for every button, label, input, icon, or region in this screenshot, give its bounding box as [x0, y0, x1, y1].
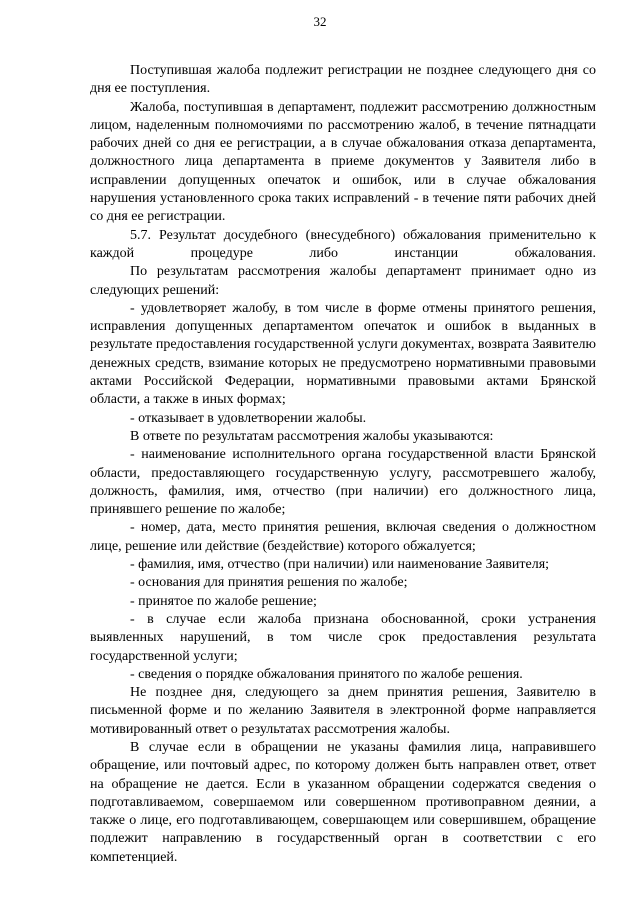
list-item-appeal-procedure: - сведения о порядке обжалования принятого по жалобе решения. [130, 666, 523, 682]
paragraph-decisions-intro: По результатам рассмотрения жалобы департамент принимает одно из следующих решений: [90, 264, 596, 298]
page-number: 32 [313, 14, 327, 29]
paragraph-response-intro: В ответе по результатам рассмотрения жалобы указываются: [130, 428, 494, 444]
list-item-satisfy: - удовлетворяет жалобу, в том числе в форме отмены принятого решения, исправления допущенных департаментом опечаток и ошибок в выданных в результате предоставления государственной услуги документах, возврата Заявителю денежных средств, взимание которых не предусмотрено нормативными правовыми актами Российской Федерации, нормативными правовыми актами Брянской области, а также в иных формах; [90, 300, 596, 408]
list-item-authority-name: - наименование исполнительного органа государственной власти Брянской области, предоставляющего государственную услугу, рассмотревшего жалобу, должность, фамилия, имя, отчество (при наличии) его должностного лица, принявшего решение по жалобе; [90, 447, 596, 518]
paragraph-anonymous-appeals: В случае если в обращении не указаны фамилия лица, направившего обращение, или почтовый адрес, по которому должен быть направлен ответ, ответ на обращение не дается. Если в указанном обращении содержатся сведения о подготавливаемом, совершаемом или совершенном противоправном деянии, а также о лице, его подготавливающем, совершающем или совершившем, обращение подлежит направлению в государственный орган в соответствии с его компетенцией. [90, 739, 596, 865]
list-item-decision-number: - номер, дата, место принятия решения, включая сведения о должностном лице, решение или действие (бездействие) которого обжалуется; [90, 520, 596, 554]
list-item-decision: - принятое по жалобе решение; [130, 593, 317, 609]
list-item-applicant-name: - фамилия, имя, отчество (при наличии) или наименование Заявителя; [130, 557, 550, 573]
paragraph-review-period: Жалоба, поступившая в департамент, подлежит рассмотрению должностным лицом, наделенным полномочиями по рассмотрению жалоб, в течение пятнадцати рабочих дней со дня ее регистрации, а в случае обжалования отказа департамента, должностного лица департамента в приеме документов у Заявителя либо в исправлении допущенных опечаток и ошибок, или в случае обжалования нарушения установленного срока таких исправлений - в течение пяти рабочих дней со дня ее регистрации. [90, 99, 596, 225]
list-item-remediation: - в случае если жалоба признана обоснованной, сроки устранения выявленных нарушений, в том числе срок предоставления результата государственной услуги; [90, 611, 596, 664]
document-body [90, 62, 596, 867]
paragraph-registration: Поступившая жалоба подлежит регистрации не позднее следующего дня со дня ее поступления. [90, 63, 596, 97]
list-item-grounds: - основания для принятия решения по жалобе; [130, 575, 408, 591]
paragraph-section-5-7: 5.7. Результат досудебного (внесудебного) обжалования применительно к каждой процедуре либо инстанции обжалования. [90, 227, 596, 261]
paragraph-response-deadline: Не позднее дня, следующего за днем принятия решения, Заявителю в письменной форме и по желанию Заявителя в электронной форме направляется мотивированный ответ о результатах рассмотрения жалобы. [90, 685, 596, 737]
list-item-refuse: - отказывает в удовлетворении жалобы. [130, 410, 367, 426]
